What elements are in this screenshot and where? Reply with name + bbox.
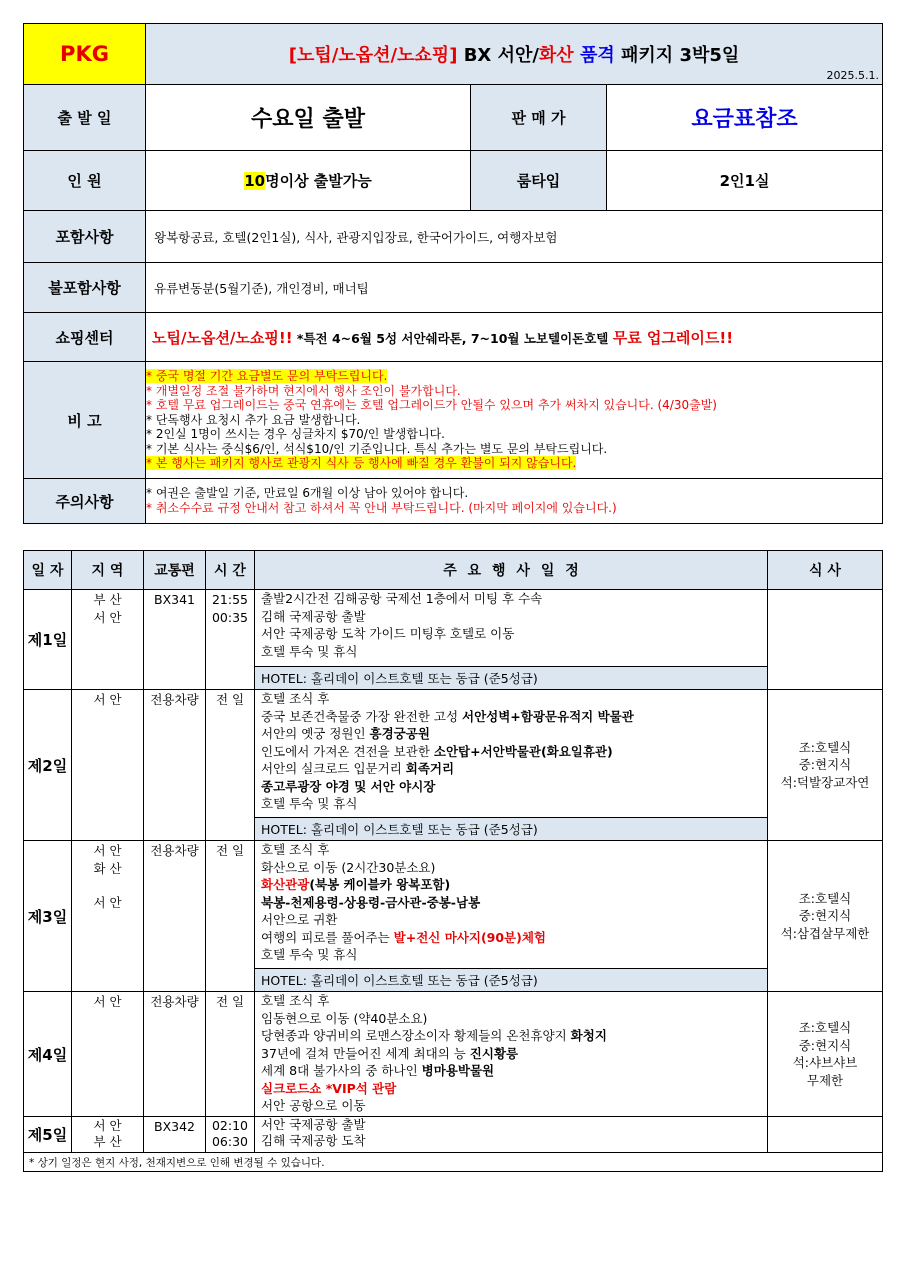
- event-line: 서안의 실크로드 입문거리 회족거리: [261, 761, 455, 776]
- shopping-value: [146, 313, 883, 362]
- event-line: 서안 국제공항 도착 가이드 미팅후 호텔로 이동: [261, 626, 515, 641]
- shopping-upgrade: 무료 업그레이드!!: [612, 328, 734, 347]
- event-line: 세계 8대 불가사의 중 하나인 병마용박물원: [261, 1063, 495, 1078]
- departure-value: 수요일 출발: [146, 85, 471, 151]
- day-1-events: [255, 590, 768, 667]
- day-4-region: 서 안: [72, 992, 144, 1117]
- event-line: 화산관광(북봉 케이블카 왕복포함): [261, 877, 451, 892]
- day-3-meal: 조:호텔식 중:현지식 석:삼겹살무제한: [768, 841, 883, 992]
- remark-item: * 기본 식사는 중식$6/인, 석식$10/인 기준입니다. 특식 추가는 별도 문의 부탁드립니다.: [146, 441, 608, 456]
- day-3-time: 전 일: [206, 841, 255, 992]
- event-line: 여행의 피로를 풀어주는 발+전신 마사지(90분)체험: [261, 929, 546, 945]
- day-2-time: 전 일: [206, 690, 255, 841]
- event-line: 화산으로 이동 (2시간30분소요): [261, 859, 436, 875]
- day-4-transport: 전용차량: [144, 992, 206, 1117]
- day-5-events: [255, 1117, 768, 1153]
- document-date: 2025.5.1.: [826, 69, 880, 82]
- day-2-region: 서 안: [72, 690, 144, 841]
- included-label: 포함사항: [24, 211, 146, 263]
- day-4: 제4일: [24, 992, 72, 1117]
- title-part-1: [노팁/노옵션/노쇼핑]: [288, 45, 458, 66]
- event-line: 실크로드쇼 *VIP석 관람: [261, 1080, 397, 1096]
- pkg-label: PKG: [24, 24, 146, 85]
- remark-item: * 2인실 1명이 쓰시는 경우 싱글차지 $70/인 발생합니다.: [146, 427, 445, 442]
- day-2-hotel: HOTEL: 홀리데이 이스트호텔 또는 동급 (준5성급): [255, 818, 768, 841]
- day-2: 제2일: [24, 690, 72, 841]
- people-label: 인 원: [24, 151, 146, 211]
- day-2-meal: 조:호텔식 중:현지식 석:덕발장교자연: [768, 690, 883, 841]
- day-1-hotel: HOTEL: 홀리데이 이스트호텔 또는 동급 (준5성급): [255, 667, 768, 690]
- itinerary-table: [23, 550, 883, 1172]
- price-label: 판 매 가: [471, 85, 607, 151]
- day-4-time: 전 일: [206, 992, 255, 1117]
- price-value: 요금표참조: [607, 85, 883, 151]
- caution-item: * 취소수수료 규정 안내서 참고 하셔서 꼭 안내 부탁드립니다. (마지막 페이지에 있습니다.): [146, 501, 617, 515]
- caution-item: * 여권은 출발일 기준, 만료일 6개월 이상 남아 있어야 합니다.: [146, 486, 469, 501]
- event-line: 호텔 조식 후: [261, 993, 330, 1008]
- day-5: 제5일: [24, 1117, 72, 1153]
- schedule-footnote: * 상기 일정은 현지 사정, 천재지변으로 인해 변경될 수 있습니다.: [24, 1153, 883, 1172]
- day-5-region: 서 안 부 산: [72, 1117, 144, 1153]
- title-part-2: BX 서안/: [457, 45, 539, 66]
- day-5-time: 02:10 06:30: [206, 1117, 255, 1153]
- event-line: 서안 국제공항 출발: [261, 1117, 366, 1132]
- header-transport: 교통편: [144, 551, 206, 590]
- day-1-time: 21:55 00:35: [206, 590, 255, 690]
- event-line: 종고루광장 야경 및 서안 야시장: [261, 778, 436, 794]
- event-line: 서안의 옛궁 정원인 흥경궁공원: [261, 726, 430, 741]
- shopping-label: 쇼핑센터: [24, 313, 146, 362]
- event-line: 인도에서 가져온 견전을 보관한 소안탑+서안박물관(화요일휴관): [261, 743, 613, 759]
- day-4-meal: 조:호텔식 중:현지식 석:샤브샤브 무제한: [768, 992, 883, 1117]
- day-3-region: 서 안 화 산 서 안: [72, 841, 144, 992]
- shopping-special: *특전 4~6월 5성 서안쉐라톤, 7~10월 노보텔이돈호텔: [292, 330, 613, 346]
- day-3-hotel: HOTEL: 홀리데이 이스트호텔 또는 동급 (준5성급): [255, 969, 768, 992]
- event-line: 김해 국제공항 출발: [261, 608, 366, 624]
- header-events: 주 요 행 사 일 정: [255, 551, 768, 590]
- title-part-4: 품격: [573, 45, 615, 66]
- event-line: 당현종과 양귀비의 로맨스장소이자 황제들의 온천휴양지 화청지: [261, 1028, 607, 1043]
- departure-label: 출 발 일: [24, 85, 146, 151]
- excluded-value: 유류변동분(5월기준), 개인경비, 매너팁: [146, 263, 883, 313]
- title-part-3: 화산: [538, 45, 574, 66]
- day-1-region: 부 산 서 안: [72, 590, 144, 690]
- included-value: 왕복항공료, 호텔(2인1실), 식사, 관광지입장료, 한국어가이드, 여행자보험: [146, 211, 883, 263]
- room-label: 룸타입: [471, 151, 607, 211]
- day-3-events: [255, 841, 768, 969]
- header-region: 지 역: [72, 551, 144, 590]
- event-line: 김해 국제공항 도착: [261, 1133, 366, 1148]
- people-value: [146, 151, 471, 211]
- remark-item: * 본 행사는 패키지 행사로 관광지 식사 등 행사에 빠질 경우 환불이 되지 않습니다.: [146, 456, 577, 471]
- shopping-no-tip: 노팁/노옵션/노쇼핑!!: [152, 328, 293, 347]
- event-line: 중국 보존건축물중 가장 완전한 고성 서안성벽+함광문유적지 박물관: [261, 708, 634, 724]
- remarks-label: 비 고: [24, 362, 146, 479]
- caution-label: 주의사항: [24, 479, 146, 524]
- event-line: 호텔 조식 후: [261, 691, 330, 706]
- day-3: 제3일: [24, 841, 72, 992]
- header-day: 일 자: [24, 551, 72, 590]
- caution-list: [146, 479, 883, 524]
- event-line: 호텔 투숙 및 휴식: [261, 796, 358, 811]
- day-5-meal: [768, 1117, 883, 1153]
- remark-item: * 개별일정 조절 불가하며 현지에서 행사 조인이 불가합니다.: [146, 383, 461, 398]
- event-line: 호텔 투숙 및 휴식: [261, 643, 358, 659]
- title-part-5: 패키지 3박5일: [614, 45, 740, 66]
- header-meal: 식 사: [768, 551, 883, 590]
- day-5-transport: BX342: [144, 1117, 206, 1153]
- package-title: [146, 24, 883, 85]
- event-line: 임동현으로 이동 (약40분소요): [261, 1010, 428, 1026]
- day-4-events: [255, 992, 768, 1117]
- day-2-events: [255, 690, 768, 818]
- people-rest: 명이상 출발가능: [265, 172, 372, 190]
- remark-item: * 중국 명절 기간 요금별도 문의 부탁드립니다.: [146, 368, 388, 383]
- day-3-transport: 전용차량: [144, 841, 206, 992]
- people-count: 10: [244, 172, 266, 190]
- package-info-table: [23, 23, 883, 524]
- remark-item: * 단독행사 요청시 추가 요금 발생합니다.: [146, 412, 361, 427]
- event-line: 호텔 투숙 및 휴식: [261, 947, 358, 962]
- event-line: 37년에 걸쳐 만들어진 세계 최대의 능 진시황릉: [261, 1045, 519, 1061]
- day-2-transport: 전용차량: [144, 690, 206, 841]
- day-1-meal: [768, 590, 883, 690]
- event-line: 서안 공항으로 이동: [261, 1098, 366, 1113]
- excluded-label: 불포함사항: [24, 263, 146, 313]
- event-line: 북봉-천제용령-상용령-금사관-중봉-남봉: [261, 894, 481, 910]
- event-line: 호텔 조식 후: [261, 842, 330, 857]
- remarks-list: [146, 362, 883, 479]
- event-line: 출발2시간전 김해공항 국제선 1층에서 미팅 후 수속: [261, 591, 543, 606]
- day-1: 제1일: [24, 590, 72, 690]
- remark-item: * 호텔 무료 업그레이드는 중국 연휴에는 호텔 업그레이드가 안될수 있으며 추가 써차지 있습니다. (4/30출발): [146, 398, 717, 413]
- header-time: 시 간: [206, 551, 255, 590]
- day-1-transport: BX341: [144, 590, 206, 690]
- event-line: 서안으로 귀환: [261, 912, 338, 927]
- room-value: 2인1실: [607, 151, 883, 211]
